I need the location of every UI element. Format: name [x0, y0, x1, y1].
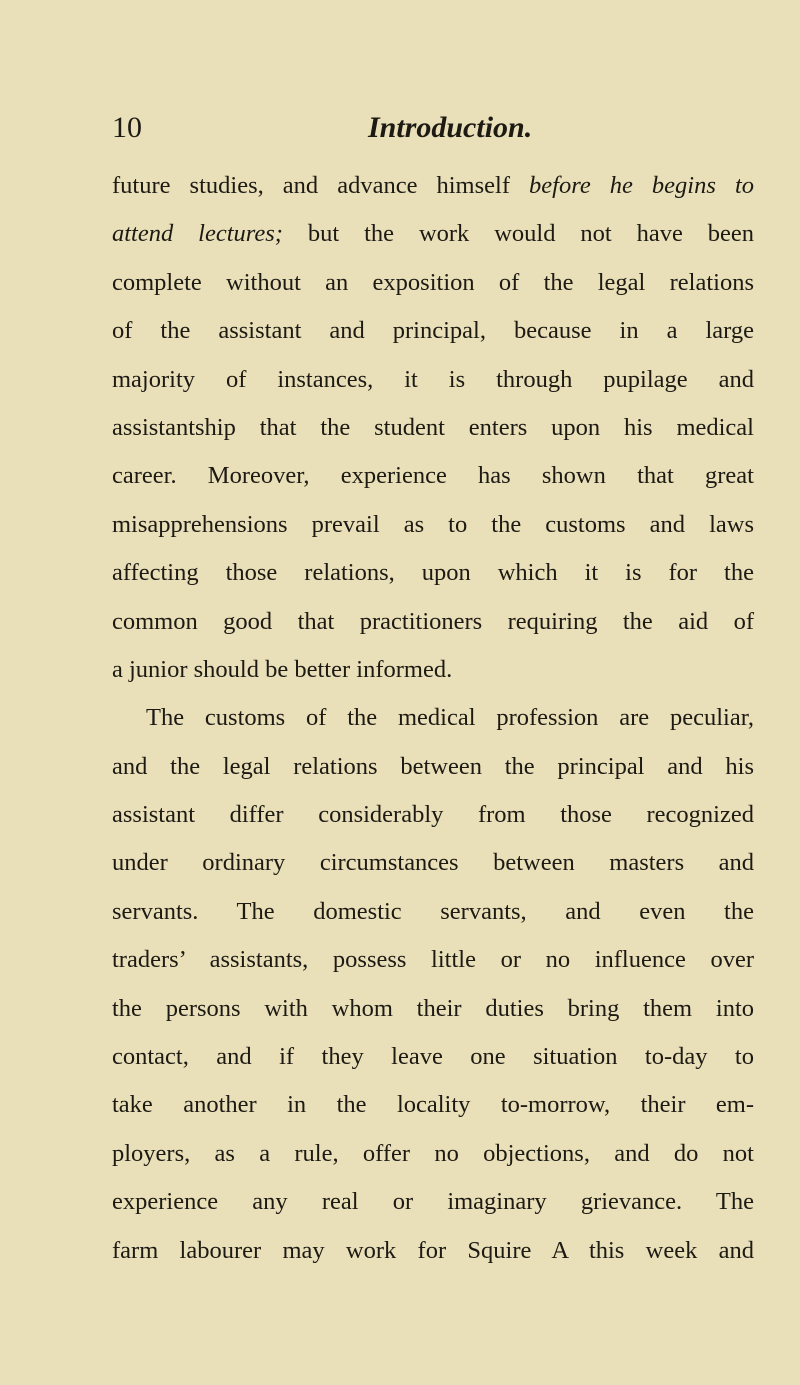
text-line: future studies, and advance himself before he begins to: [112, 172, 754, 199]
text-line: assistantship that the student enters upon his medical: [112, 413, 754, 441]
text-line: under ordinary circumstances between masters and: [112, 849, 754, 877]
text-line: traders’ assistants, possess little or no influence over: [112, 946, 754, 974]
page-number: 10: [112, 111, 142, 144]
text-line: contact, and if they leave one situation to-day to: [112, 1043, 754, 1071]
text-line: affecting those relations, upon which it is for the: [112, 559, 754, 587]
text-line: misapprehensions prevail as to the customs and laws: [112, 510, 754, 538]
text-line: majority of instances, it is through pupilage and: [112, 365, 754, 393]
text-line: The customs of the medical profession are peculiar,: [146, 704, 754, 732]
text-line: experience any real or imaginary grievance. The: [112, 1188, 754, 1216]
text-line: a junior should be better informed.: [112, 655, 453, 683]
text-line: ployers, as a rule, offer no objections, and do not: [112, 1139, 754, 1167]
text-line: of the assistant and principal, because in a large: [112, 317, 754, 345]
text-line: career. Moreover, experience has shown that great: [112, 462, 754, 490]
page-header: [0, 108, 800, 148]
text-line: complete without an exposition of the legal relations: [112, 268, 754, 296]
text-line: the persons with whom their duties bring them into: [112, 994, 754, 1022]
text-line: assistant differ considerably from those recognized: [112, 801, 754, 829]
text-line: farm labourer may work for Squire A this week and: [112, 1236, 754, 1264]
text-line: and the legal relations between the principal and his: [112, 752, 754, 780]
running-title: Introduction.: [368, 111, 533, 144]
text-line: servants. The domestic servants, and even the: [112, 897, 754, 925]
text-line: take another in the locality to-morrow, their em-: [112, 1091, 754, 1119]
text-line: attend lectures; but the work would not have been: [112, 220, 754, 248]
body-text: [112, 162, 754, 1275]
text-line: common good that practitioners requiring the aid of: [112, 607, 754, 635]
